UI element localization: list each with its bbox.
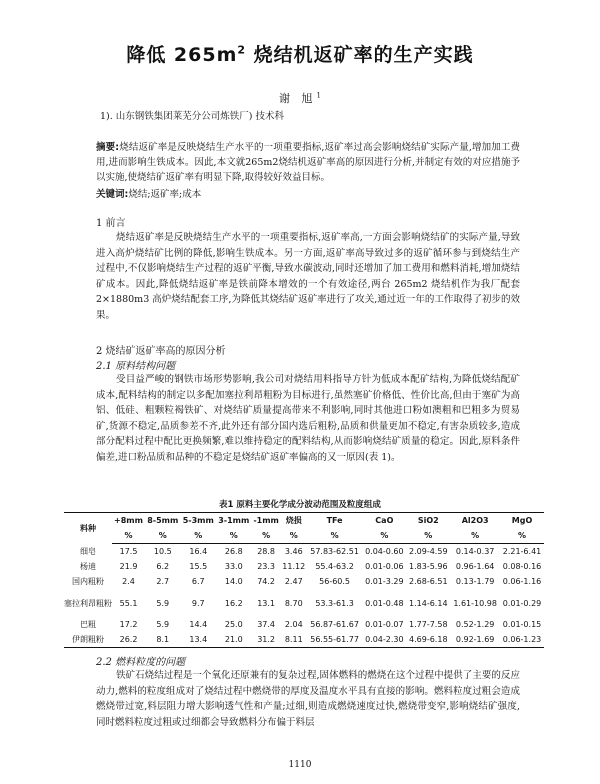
table-cell: 2.21-6.41 bbox=[502, 547, 542, 556]
paper-title bbox=[0, 40, 600, 67]
table-row bbox=[64, 589, 544, 617]
table-cell: 0.01-0.07 bbox=[365, 620, 404, 629]
table-row-name: 伊朗粗粉 bbox=[64, 632, 112, 648]
table-cell: 57.83-62.51 bbox=[310, 547, 359, 556]
table-header-cell: 3-1mm bbox=[216, 513, 252, 529]
table-row-name: 塞拉利昂粗粉 bbox=[64, 598, 112, 608]
table-cell: 56-60.5 bbox=[319, 577, 351, 586]
table-cell: 37.4 bbox=[257, 620, 276, 629]
table-row-name: 杨迪 bbox=[80, 562, 96, 571]
table-cell: 2.4 bbox=[122, 577, 135, 586]
table-cell: 2.04 bbox=[284, 620, 303, 629]
table-cell: 56.87-61.67 bbox=[310, 620, 359, 629]
section-2-1-body: 受目益严峻的钢铁市场形势影响,我公司对烧结用料指导方针为低成本配矿结构,为降低烧结配矿成本,配料结构的制定以多配加塞拉利昂粗粉为目标进行,虽然塞矿价格低、性价比高,但由于塞矿为高铝、低硅、粗颗粒褐铁矿、对烧结矿质量提高带来不利影响,同时其他进口粉如澳粗和巴粗多为贸易矿,货源不稳定,品质参差不齐,此外还有部分国内选后粗粉,品质和供量更加不稳定,有害杂质较多,造成部分配料过程中配比更换频繁,难以维持稳定的配料结构,从而影响烧结矿质量的稳定。因此,原料条件偏差,进口粉品质和品种的不稳定是烧结矿返矿率偏高的又一原因(表 1)。 bbox=[96, 374, 520, 463]
table-cell: 74.2 bbox=[257, 577, 276, 586]
table-row bbox=[64, 632, 544, 648]
table-cell: 16.2 bbox=[224, 598, 243, 608]
table-unit-cell: % bbox=[307, 528, 363, 544]
table-cell: 55.4-63.2 bbox=[315, 562, 354, 571]
section-2-2-body: 铁矿石烧结过程是一个氧化还原兼有的复杂过程,固体燃料的燃烧在这个过程中提供了主要的反应动力,燃料的粒度组成对了烧结过程中燃烧带的厚度及温度水平具有直接的影响。燃料粒度过粗会造成燃烧带过宽,料层阻力增大影响透气性和产量;过细,则造成燃烧速度过快,燃烧带变窄,影响烧结矿强度,同时燃料粒度过粗或过细都会导致燃料分布偏于料层 bbox=[96, 670, 520, 728]
table-unit-cell: % bbox=[181, 528, 217, 544]
table-units-row bbox=[64, 528, 544, 544]
table-cell: 53.3-61.3 bbox=[315, 598, 354, 608]
table-cell: 31.2 bbox=[252, 632, 281, 648]
table-cell: 4.69-6.18 bbox=[406, 632, 450, 648]
table-row-name: 细皂 bbox=[80, 546, 96, 556]
abstract-text: 烧结返矿率是反映烧结生产水平的一项重要指标,返矿率过高会影响烧结矿实际产量,增加加工费用,进而影响生铁成本。因此,本文就265m2烧结机返矿率高的原因进行分析,并制定有效的对应措施予以实施,使烧结矿返矿率有明显下降,取得较好效益目标。 bbox=[96, 142, 520, 183]
table-cell: 1.77-7.58 bbox=[409, 620, 448, 629]
table-cell: 13.4 bbox=[181, 632, 217, 648]
table-row-name: 国内粗粉 bbox=[72, 577, 104, 586]
table-cell: 17.5 bbox=[119, 547, 138, 556]
table-row bbox=[64, 559, 544, 574]
section-1-heading: 1 前言 bbox=[96, 218, 126, 229]
table-header-cell: Al2O3 bbox=[450, 513, 500, 529]
table-cell: 2.68-6.51 bbox=[409, 577, 448, 586]
table-header-cell: CaO bbox=[362, 513, 406, 529]
table-cell: 17.2 bbox=[119, 620, 138, 629]
keywords-label: 关键词: bbox=[96, 189, 129, 200]
table-header-cell: TFe bbox=[307, 513, 363, 529]
author-superscript: 1 bbox=[316, 91, 321, 100]
table-header-row bbox=[64, 513, 544, 529]
table-cell: 0.96-1.64 bbox=[455, 562, 495, 571]
table-cell: 11.12 bbox=[282, 562, 306, 571]
table-header-cell: 8-5mm bbox=[145, 513, 181, 529]
table-header-cell: MgO bbox=[500, 513, 544, 529]
section-2-1-heading: 2.1 原料结构问题 bbox=[96, 361, 176, 372]
table-cell: 16.4 bbox=[189, 547, 208, 556]
table-cell: 1.61-10.98 bbox=[453, 598, 497, 608]
table-cell: 0.01-3.29 bbox=[365, 577, 404, 586]
table-cell: 0.06-1.16 bbox=[502, 577, 542, 586]
title-superscript: 2 bbox=[237, 43, 247, 57]
table-cell: 0.04-0.60 bbox=[365, 547, 404, 556]
table-unit-cell: % bbox=[450, 528, 500, 544]
table-cell: 0.06-1.23 bbox=[500, 632, 544, 648]
section-2-2-heading: 2.2 燃料粒度的问题 bbox=[96, 657, 186, 668]
table-cell: 56.55-61.77 bbox=[307, 632, 363, 648]
table-cell: 8.1 bbox=[145, 632, 181, 648]
table-row bbox=[64, 544, 544, 560]
table-cell: 33.0 bbox=[224, 562, 243, 571]
abstract bbox=[96, 140, 520, 185]
table-unit-cell: % bbox=[145, 528, 181, 544]
table-row-name: 巴粗 bbox=[80, 620, 96, 629]
table-cell: 55.1 bbox=[119, 598, 138, 608]
table-cell: 21.0 bbox=[216, 632, 252, 648]
affiliation: 1). 山东钢铁集团莱芜分公司炼铁厂) 技术科 bbox=[100, 111, 285, 122]
abstract-label: 摘要: bbox=[96, 142, 120, 153]
table-cell: 3.46 bbox=[284, 547, 303, 556]
title-part-2: 烧结机返矿率的生产实践 bbox=[246, 44, 474, 66]
table-unit-cell: % bbox=[112, 528, 145, 544]
title-part-1: 降低 265m bbox=[126, 44, 238, 66]
table-header-cell: 烧损 bbox=[281, 513, 307, 529]
table-cell: 2.09-4.59 bbox=[409, 547, 448, 556]
table-cell: 0.01-0.29 bbox=[502, 598, 542, 608]
table-cell: 5.9 bbox=[156, 620, 170, 629]
table-cell: 25.0 bbox=[224, 620, 243, 629]
table-unit-cell: % bbox=[281, 528, 307, 544]
table-cell: 14.4 bbox=[189, 620, 208, 629]
table-cell: 0.08-0.16 bbox=[502, 562, 542, 571]
table-header-cell: +8mm bbox=[112, 513, 145, 529]
table-cell: 21.9 bbox=[119, 562, 138, 571]
table-unit-cell: % bbox=[216, 528, 252, 544]
table-cell: 2.7 bbox=[156, 577, 170, 586]
table-cell: 2.47 bbox=[284, 577, 303, 586]
table-cell: 28.8 bbox=[257, 547, 276, 556]
author-line bbox=[0, 90, 600, 106]
table-cell: 0.14-0.37 bbox=[455, 547, 495, 556]
keywords bbox=[96, 186, 201, 200]
table-cell: 5.9 bbox=[156, 598, 170, 608]
table-cell: 0.01-0.15 bbox=[502, 620, 542, 629]
table-header-cell: 5-3mm bbox=[181, 513, 217, 529]
table-cell: 13.1 bbox=[257, 598, 276, 608]
table-cell: 14.0 bbox=[224, 577, 243, 586]
keywords-text: 烧结;返矿率;成本 bbox=[128, 189, 202, 200]
table-cell: 15.5 bbox=[189, 562, 208, 571]
table-cell: 8.70 bbox=[284, 598, 303, 608]
table-cell: 26.2 bbox=[112, 632, 145, 648]
author-name: 谢 旭 bbox=[279, 92, 317, 105]
table-header-name: 料种 bbox=[64, 513, 112, 544]
table-header-cell: SiO2 bbox=[406, 513, 450, 529]
table-cell: 0.92-1.69 bbox=[450, 632, 500, 648]
table-cell: 23.3 bbox=[257, 562, 276, 571]
table-header-cell: -1mm bbox=[252, 513, 281, 529]
table-cell: 1.83-5.96 bbox=[409, 562, 448, 571]
table-cell: 26.8 bbox=[224, 547, 243, 556]
table-unit-cell: % bbox=[362, 528, 406, 544]
table-cell: 10.5 bbox=[153, 547, 172, 556]
section-2-heading: 2 烧结矿返矿率高的原因分析 bbox=[96, 346, 226, 357]
table-1-caption: 表1 原料主要化学成分波动范围及粒度组成 bbox=[219, 500, 381, 510]
table-unit-cell: % bbox=[406, 528, 450, 544]
table-cell: 6.7 bbox=[191, 577, 205, 586]
table-row bbox=[64, 617, 544, 632]
table-cell: 0.01-0.06 bbox=[365, 562, 404, 571]
table-cell: 6.2 bbox=[156, 562, 170, 571]
table-cell: 0.04-2.30 bbox=[362, 632, 406, 648]
table-cell: 0.01-0.48 bbox=[365, 598, 404, 608]
table-cell: 0.52-1.29 bbox=[455, 620, 495, 629]
table-unit-cell: % bbox=[500, 528, 544, 544]
table-row bbox=[64, 574, 544, 589]
table-cell: 1.14-6.14 bbox=[409, 598, 448, 608]
table-unit-cell: % bbox=[252, 528, 281, 544]
table-cell: 8.11 bbox=[281, 632, 307, 648]
table-cell: 9.7 bbox=[191, 598, 205, 608]
page-number: 1110 bbox=[288, 760, 312, 770]
table-cell: 0.13-1.79 bbox=[455, 577, 495, 586]
section-1-body: 烧结返矿率是反映烧结生产水平的一项重要指标,返矿率高,一方面会影响烧结矿的实际产量,导致进入高炉烧结矿比例的降低,影响生铁成本。另一方面,返矿率高导致过多的返矿循环参与到烧结生产过程中,不仅影响烧结生产过程的返矿平衡,导致水碳波动,同时还增加了加工费用和燃料消耗,增加烧结矿成本。因此,降低烧结返矿率是铁前降本增效的一个有效途径,两台 265m2 烧结机作为我厂配套 2×1880m3 高炉烧结配套工序,为降低其烧结矿返矿率进行了攻关,通过近一年的工作取得了初步的效果。 bbox=[96, 232, 520, 321]
table-1 bbox=[64, 512, 544, 648]
